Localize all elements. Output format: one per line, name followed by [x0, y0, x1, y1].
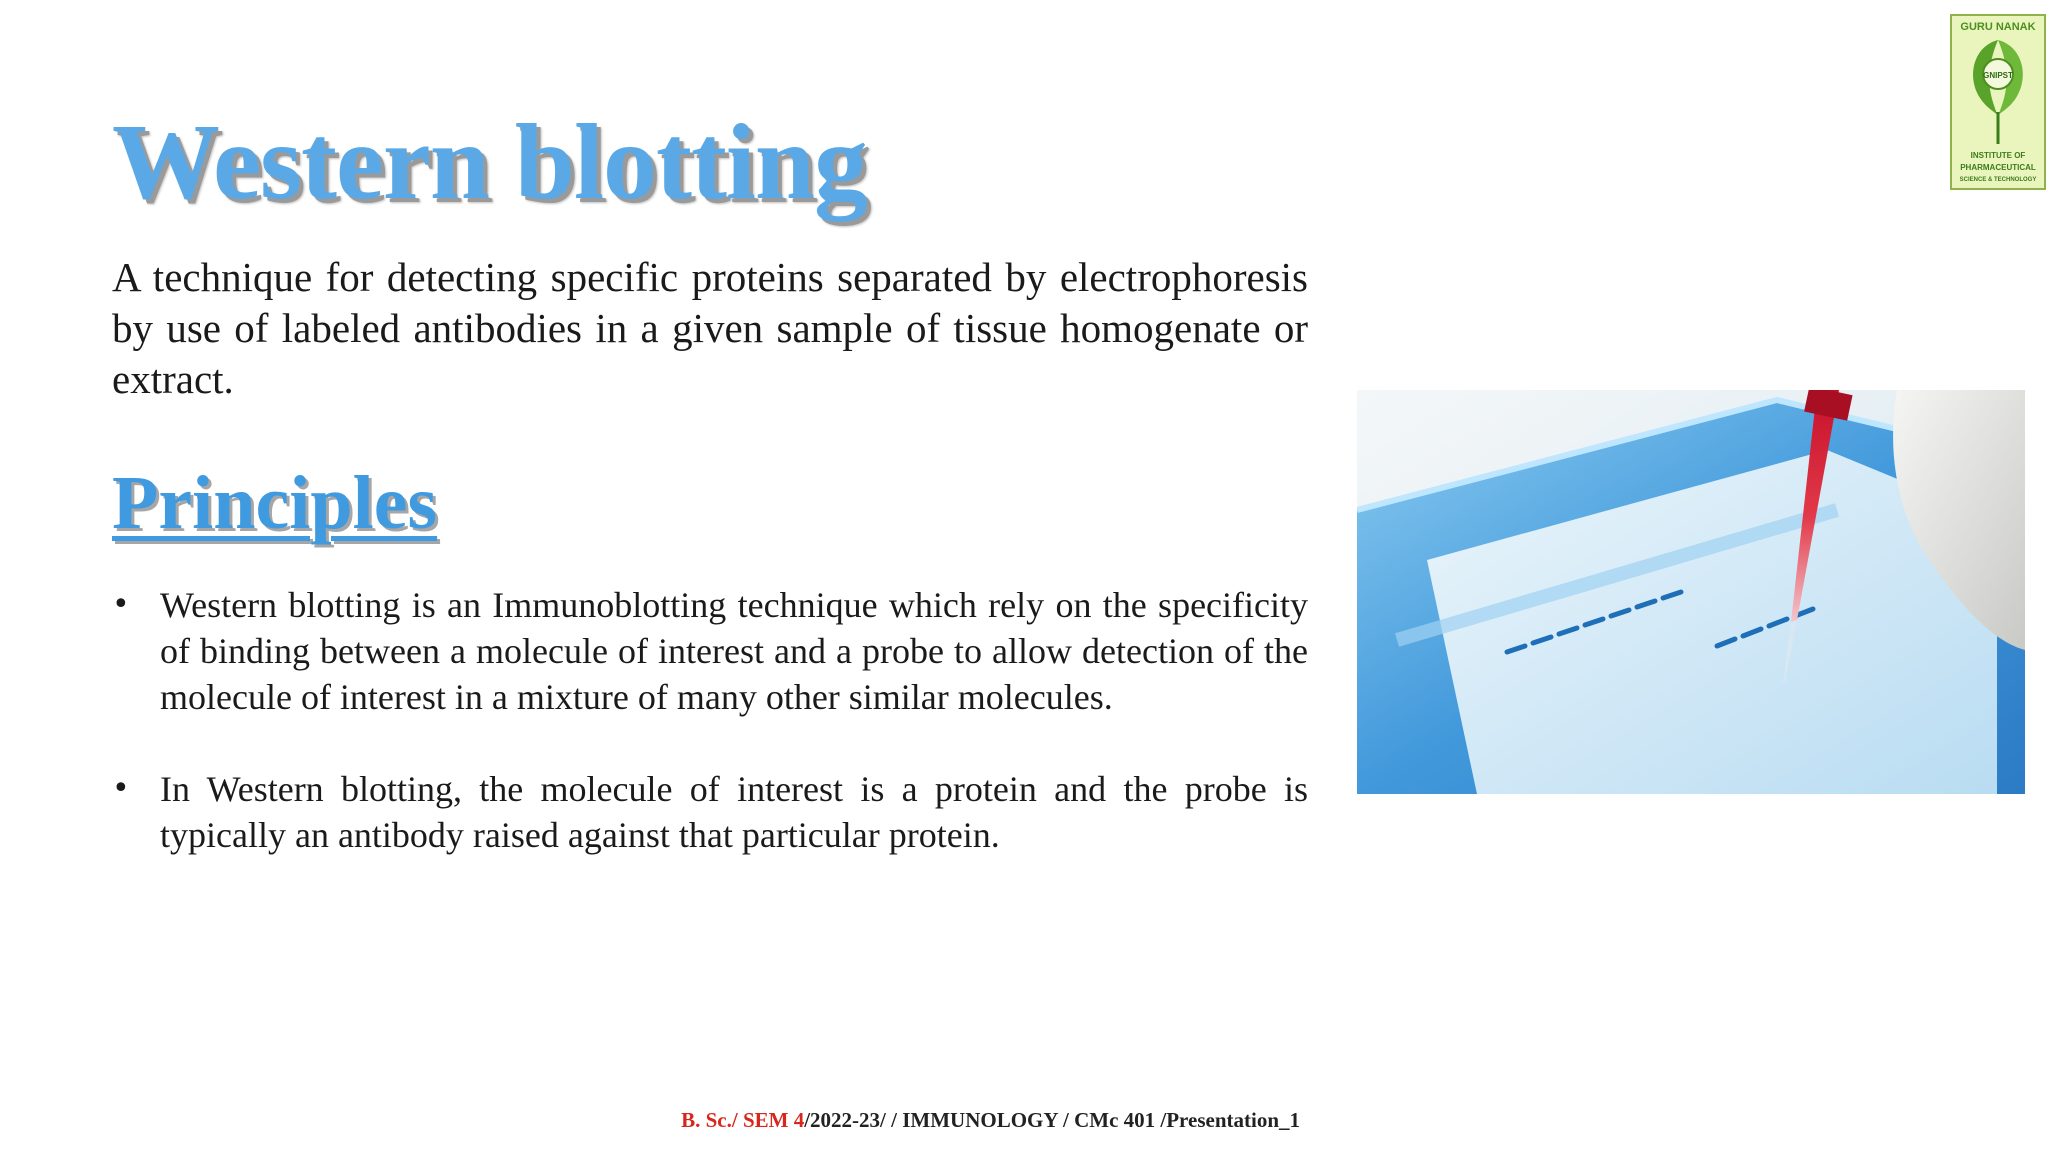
slide-footer — [0, 1108, 1300, 1133]
gel-electrophoresis-photo — [1357, 390, 2025, 794]
logo-badge-text: GNIPST — [1983, 71, 2013, 80]
institute-logo — [1950, 14, 2046, 190]
logo-line3: SCIENCE & TECHNOLOGY — [1959, 177, 2037, 183]
bullet-text: Western blotting is an Immunoblotting technique which rely on the specificity of binding between a molecule of interest and a probe to allow detection of the molecule of interest in a mixture of many other similar molecules. — [160, 585, 1308, 717]
list-item — [112, 582, 1308, 720]
principles-heading: Principles — [112, 461, 438, 545]
bullet-icon: • — [112, 587, 130, 622]
slide-title: Western blotting — [112, 103, 867, 222]
logo-top-text: GURU NANAK — [1960, 21, 2036, 33]
logo-emblem — [1952, 16, 2044, 188]
logo-line2: PHARMACEUTICAL — [1960, 163, 2036, 172]
list-item — [112, 766, 1308, 858]
bullet-icon: • — [112, 771, 130, 806]
bullet-text: In Western blotting, the molecule of interest is a protein and the probe is typically an antibody raised against that particular protein. — [160, 769, 1308, 855]
intro-paragraph: A technique for detecting specific proteins separated by electrophoresis by use of labeled antibodies in a given sample of tissue homogenate or extract. — [112, 254, 1308, 402]
gel-tank-illustration — [1357, 390, 2025, 794]
footer-details: /2022-23/ / IMMUNOLOGY / CMc 401 /Presentation_1 — [804, 1108, 1300, 1132]
principles-list — [112, 582, 1308, 904]
footer-course: B. Sc./ SEM 4 — [681, 1108, 805, 1132]
logo-line1: INSTITUTE OF — [1970, 151, 2026, 160]
